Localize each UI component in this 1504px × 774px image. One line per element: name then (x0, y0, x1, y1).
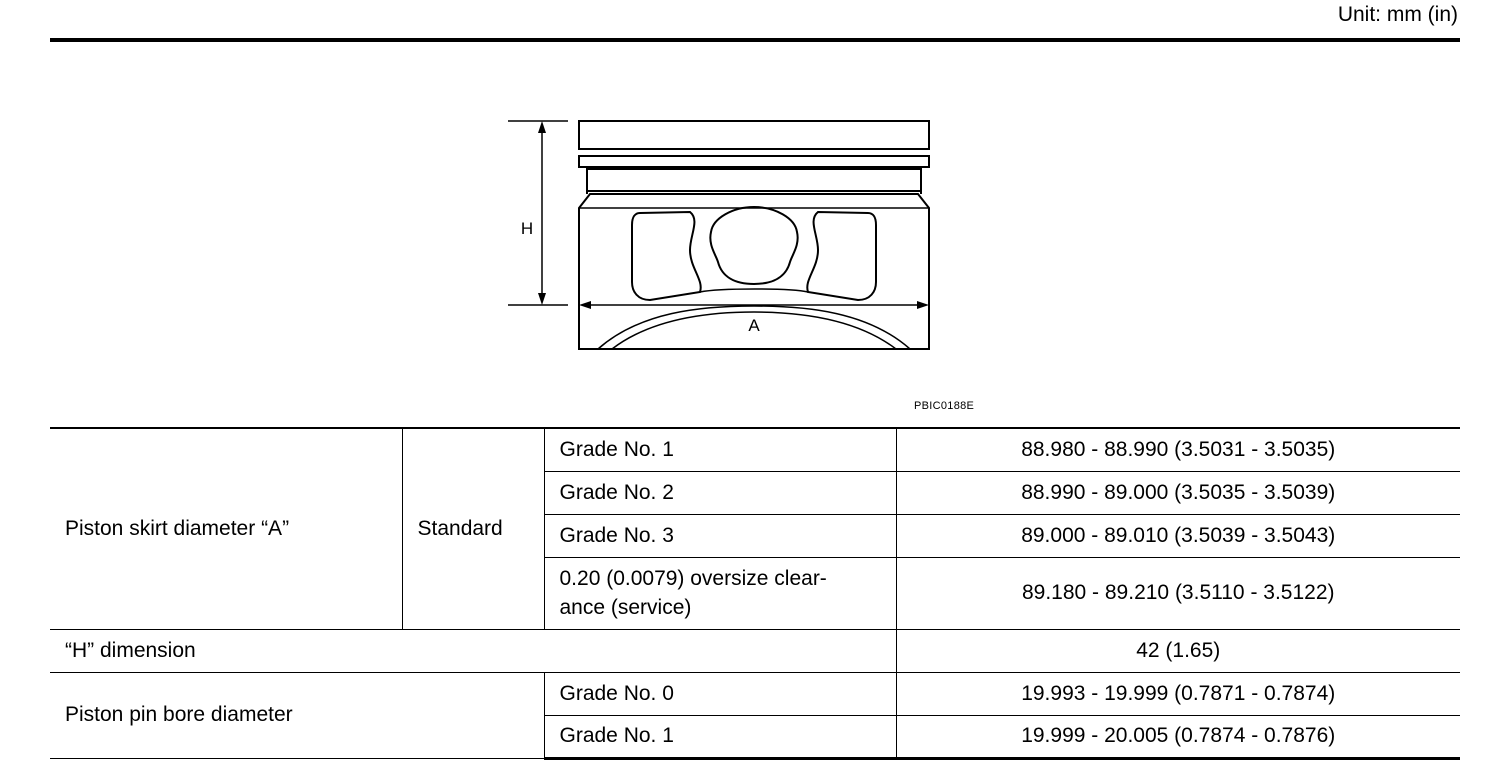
grade-cell: Grade No. 0 (544, 672, 896, 715)
a-label: A (748, 316, 760, 335)
value-cell: 42 (1.65) (896, 629, 1460, 672)
grade-cell: Grade No. 1 (544, 715, 896, 758)
table-row (50, 428, 1460, 471)
value-cell: 89.180 - 89.210 (3.5110 - 3.5122) (896, 557, 1460, 629)
piston-diagram (500, 110, 940, 360)
skirt-label: Piston skirt diameter “A” (50, 428, 402, 629)
grade-cell: Grade No. 3 (544, 514, 896, 557)
h-dimension-label: “H” dimension (50, 629, 896, 672)
grade-cell: Grade No. 2 (544, 471, 896, 514)
value-cell: 19.999 - 20.005 (0.7874 - 0.7876) (896, 715, 1460, 758)
grade-cell (544, 557, 896, 629)
h-label: H (520, 219, 534, 238)
unit-label: Unit: mm (in) (1337, 3, 1458, 26)
figure-code: PBIC0188E (914, 400, 975, 412)
value-cell: 89.000 - 89.010 (3.5039 - 3.5043) (896, 514, 1460, 557)
spec-table (50, 427, 1460, 760)
skirt-sub-label: Standard (402, 428, 544, 629)
value-cell: 88.980 - 88.990 (3.5031 - 3.5035) (896, 428, 1460, 471)
grade-line: ance (service) (559, 596, 692, 619)
value-cell: 19.993 - 19.999 (0.7871 - 0.7874) (896, 672, 1460, 715)
grade-cell: Grade No. 1 (544, 428, 896, 471)
value-cell: 88.990 - 89.000 (3.5035 - 3.5039) (896, 471, 1460, 514)
pin-bore-label: Piston pin bore diameter (50, 672, 544, 758)
table-row (50, 629, 1460, 672)
top-rule (50, 38, 1460, 42)
table-row (50, 672, 1460, 715)
grade-line: 0.20 (0.0079) oversize clear- (559, 567, 827, 590)
